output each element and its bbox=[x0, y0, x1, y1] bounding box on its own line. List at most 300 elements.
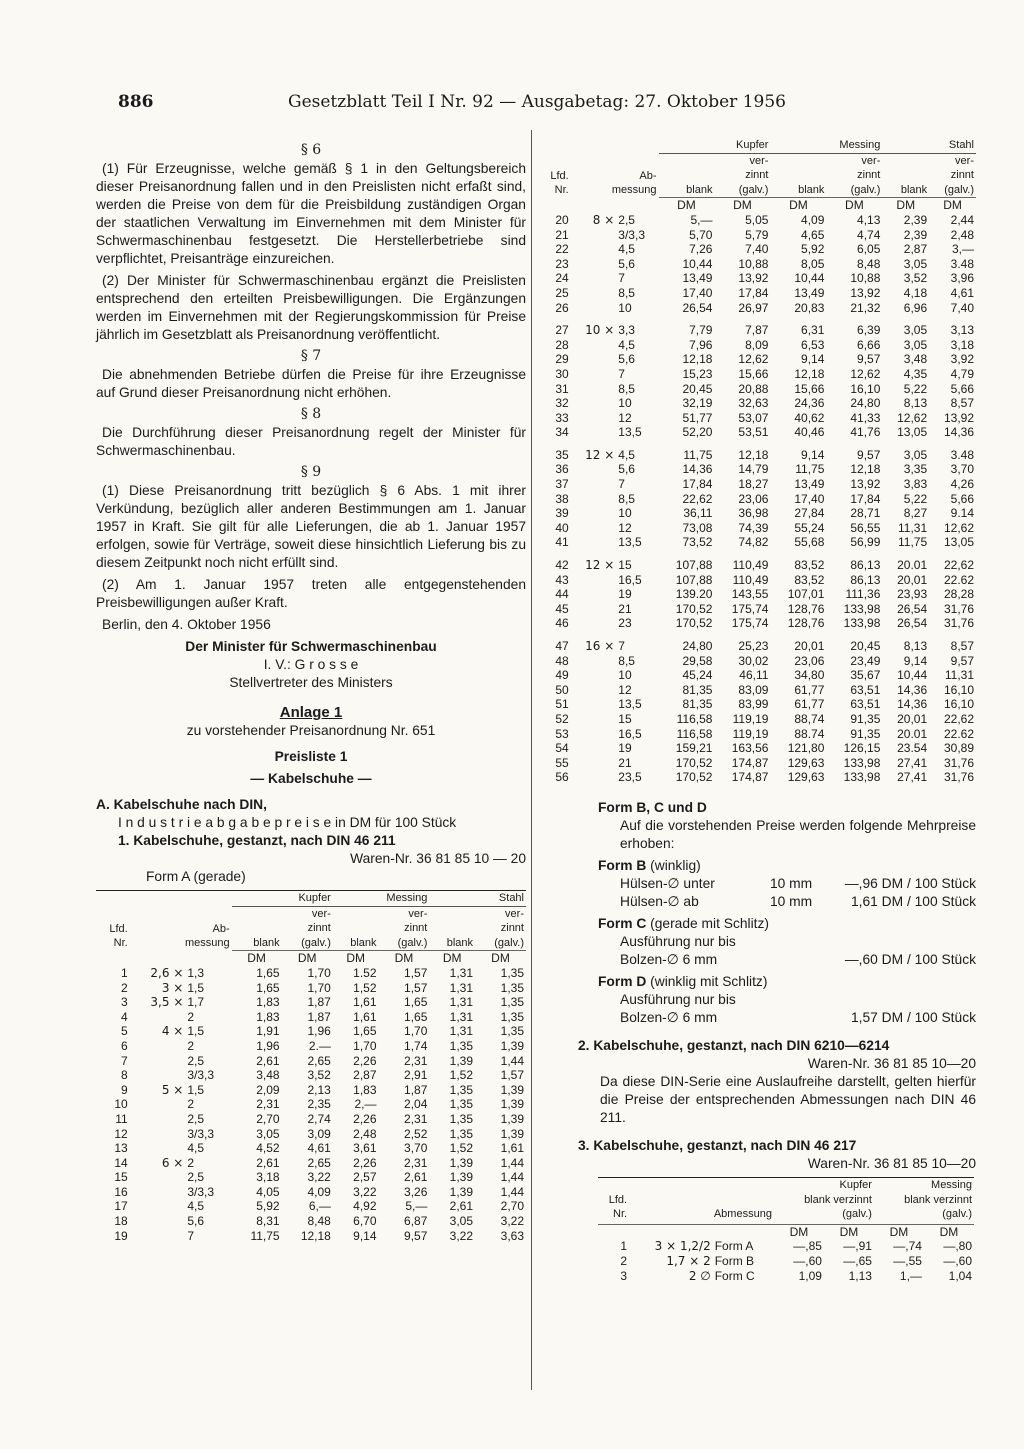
kupfer-blank: 17,40 bbox=[682, 285, 713, 300]
messing-verzinnt: 63,51 bbox=[850, 682, 881, 697]
table-row bbox=[96, 1214, 526, 1229]
kupfer-blank: 107,88 bbox=[675, 558, 713, 573]
kupfer-verzinnt: 83,99 bbox=[738, 697, 769, 712]
dimension-a bbox=[130, 1097, 186, 1112]
col-stahl: Stahl bbox=[429, 891, 526, 907]
dimension-b: 13,5 bbox=[618, 535, 642, 550]
kupfer-verzinnt: 4,09 bbox=[307, 1184, 331, 1199]
row-number: 31 bbox=[555, 381, 569, 396]
col-abmessung: Ab- messung bbox=[185, 922, 230, 950]
messing-blank: 1,61 bbox=[353, 1009, 377, 1024]
messing-blank: 27,84 bbox=[794, 506, 825, 521]
unit-dm: DM bbox=[346, 951, 366, 966]
kupfer-blank: 1,83 bbox=[256, 995, 280, 1010]
stahl-blank: 14,36 bbox=[897, 697, 928, 712]
kupfer-blank: 73,08 bbox=[682, 520, 713, 535]
table-row bbox=[540, 683, 976, 698]
table-row bbox=[96, 1112, 526, 1127]
kupfer-verzinnt: 14,79 bbox=[738, 462, 769, 477]
kupfer-blank: 1,83 bbox=[256, 1009, 280, 1024]
stahl-blank: 23,93 bbox=[897, 587, 928, 602]
messing-verzinnt: 28,71 bbox=[850, 506, 881, 521]
kupfer-verzinnt: 143,55 bbox=[731, 587, 769, 602]
stahl-blank: 2,61 bbox=[449, 1199, 474, 1214]
messing-blank: 9,14 bbox=[353, 1228, 377, 1243]
col-kupfer: Kupfer blank verzinnt (galv.) bbox=[804, 1178, 872, 1221]
dimension-b: 10 bbox=[618, 668, 632, 683]
table-row bbox=[540, 286, 976, 301]
kupfer-verzinnt: 74,82 bbox=[738, 535, 769, 550]
item-1-title: 1. Kabelschuhe, gestanzt, nach DIN 46 211 bbox=[118, 833, 396, 848]
kupfer-verzinnt: 7,40 bbox=[745, 242, 769, 257]
messing-blank: 88,74 bbox=[794, 711, 825, 726]
stahl-blank: 8,13 bbox=[903, 396, 928, 411]
form: Form B bbox=[714, 1253, 755, 1268]
stahl-verzinnt: 3.48 bbox=[950, 447, 974, 462]
stahl-verzinnt: 3,22 bbox=[500, 1214, 524, 1229]
messing-blank: 20,01 bbox=[794, 639, 825, 653]
stahl-blank: 13,05 bbox=[897, 425, 928, 440]
messing-verzinnt: 56,55 bbox=[850, 520, 881, 535]
price-table-din46217-body bbox=[598, 1239, 974, 1283]
kupfer-verzinnt: 53,51 bbox=[738, 425, 769, 440]
col-verzinnt: ver- zinnt (galv.) bbox=[714, 153, 770, 198]
row-number: 36 bbox=[555, 462, 569, 477]
unit-dm: DM bbox=[491, 951, 510, 966]
col-blank: blank bbox=[882, 153, 929, 198]
preisliste-subtitle: — Kabelschuhe — bbox=[250, 771, 372, 786]
messing-blank: 1,61 bbox=[353, 995, 377, 1010]
table-row bbox=[540, 448, 976, 463]
stahl-blank: 1,35 bbox=[449, 1097, 474, 1112]
dimension-a bbox=[571, 727, 617, 742]
messing-verzinnt: 6,66 bbox=[857, 337, 881, 352]
row-number: 32 bbox=[555, 396, 569, 411]
section-9-para-1: (1) Diese Preisanordnung tritt bezüglich § 6 Abs. 1 mit ihrer Verkündung, bezüglich aller anderen Bestimmungen am 1. Januar 1957 in Kraft. Sie gilt für alle Lieferungen, die ab 1. Januar 1957 erfolgen, sowie für Verträge, soweit diese hinsichtlich Lieferung bis zu diesem Zeitpunkt noch nicht erfüllt sind. bbox=[96, 483, 526, 570]
kupfer-blank: 36,11 bbox=[683, 506, 713, 521]
dimension-a bbox=[571, 770, 617, 785]
dimension-b: 23,5 bbox=[618, 770, 642, 785]
section-7-title: § 7 bbox=[300, 348, 322, 364]
stahl-blank: 3,83 bbox=[903, 477, 928, 492]
stahl-blank: 1,39 bbox=[449, 1053, 474, 1068]
left-column bbox=[96, 138, 526, 1243]
table-row bbox=[540, 506, 976, 521]
stahl-blank: 26,54 bbox=[897, 616, 928, 631]
kupfer-blank: 7,26 bbox=[689, 242, 713, 257]
stahl-verzinnt: 31,76 bbox=[943, 755, 974, 770]
dimension: 3 × 1,2/2 bbox=[654, 1239, 711, 1254]
kupfer-blank: 3,18 bbox=[256, 1170, 280, 1185]
dimension-b: 7 bbox=[618, 271, 625, 286]
kupfer-blank: 7,79 bbox=[689, 323, 713, 338]
stahl-blank: 3,48 bbox=[903, 352, 928, 367]
dimension-a bbox=[571, 286, 617, 301]
row-number: 47 bbox=[555, 639, 569, 653]
stahl-blank: 1,39 bbox=[449, 1170, 474, 1185]
kupfer-blank: 15,23 bbox=[682, 366, 713, 381]
messing-blank: 10,44 bbox=[794, 271, 825, 286]
col-messing: Messing bbox=[770, 138, 882, 153]
dimension-a: 16 × bbox=[585, 639, 615, 653]
messing-verzinnt: 2,31 bbox=[404, 1155, 428, 1170]
messing-verzinnt: 20,45 bbox=[850, 639, 881, 653]
preisliste-title: Preisliste 1 bbox=[274, 749, 348, 764]
kupfer-blank: 4,05 bbox=[256, 1184, 280, 1199]
kupfer-verzinnt: 13,92 bbox=[738, 271, 769, 286]
form-b-row-1: Hülsen-∅ unter 10 mm —,96 DM / 100 Stück bbox=[620, 875, 976, 891]
unit-dm: DM bbox=[394, 951, 414, 966]
row-number: 44 bbox=[555, 587, 569, 602]
kupfer-blank: 5,92 bbox=[256, 1199, 280, 1214]
kupfer-verzinnt: 2,35 bbox=[307, 1097, 331, 1112]
kupfer-blank: 4,52 bbox=[256, 1141, 280, 1156]
stahl-blank: 1,31 bbox=[449, 1024, 474, 1039]
dimension-b: 3/3,3 bbox=[187, 1184, 215, 1199]
stahl-blank: 5,22 bbox=[903, 381, 928, 396]
messing-blank: 13,49 bbox=[794, 285, 825, 300]
form: Form A bbox=[714, 1239, 754, 1254]
kupfer-blank: 52,20 bbox=[682, 425, 713, 440]
row-number: 3 bbox=[620, 1268, 628, 1283]
row-number: 15 bbox=[114, 1170, 128, 1185]
row-number: 50 bbox=[555, 682, 569, 697]
table-row bbox=[540, 770, 976, 785]
unit-dm: DM bbox=[896, 198, 916, 213]
messing-blank: 2,26 bbox=[353, 1053, 377, 1068]
kupfer-blank: 170,52 bbox=[675, 601, 713, 616]
messing-verzinnt: 23,49 bbox=[850, 653, 881, 668]
kupfer-blank: 45,24 bbox=[682, 668, 713, 683]
stahl-blank: 1,52 bbox=[449, 1141, 474, 1156]
dimension-b: 7 bbox=[618, 366, 625, 381]
dimension-b: 1,5 bbox=[187, 1082, 205, 1097]
row-number: 29 bbox=[555, 352, 569, 367]
stahl-blank: 1,39 bbox=[449, 1155, 474, 1170]
stahl-verzinnt: 31,76 bbox=[943, 770, 974, 785]
messing-blank: 15,66 bbox=[794, 381, 825, 396]
dimension-a: 3,5 × bbox=[150, 995, 184, 1010]
messing-verzinnt: 17,84 bbox=[850, 491, 881, 506]
dimension-a bbox=[571, 492, 617, 507]
dimension-a bbox=[571, 396, 617, 411]
col-abmessung: Ab- messung bbox=[611, 169, 657, 197]
table-row bbox=[540, 712, 976, 727]
messing-blank: 34,80 bbox=[794, 668, 825, 683]
stahl-blank: 1,35 bbox=[449, 1082, 474, 1097]
kupfer-blank: 2,70 bbox=[256, 1111, 280, 1126]
kupfer-verzinnt: 174,87 bbox=[731, 755, 769, 770]
table-row bbox=[540, 521, 976, 536]
stahl-blank: 1,31 bbox=[449, 995, 474, 1010]
stahl-blank: 2,87 bbox=[903, 242, 928, 257]
stahl-verzinnt: 2,44 bbox=[950, 212, 974, 227]
stahl-blank: 1,31 bbox=[449, 965, 474, 980]
item-1-waren-nr: Waren-Nr. 36 81 85 10 — 20 bbox=[350, 851, 526, 866]
messing-blank: 107,01 bbox=[787, 587, 825, 602]
stahl-blank: 3,35 bbox=[903, 462, 928, 477]
dimension-a bbox=[130, 1214, 186, 1229]
messing-verzinnt: 12,18 bbox=[850, 462, 881, 477]
messing-verzinnt: —,60 bbox=[943, 1253, 972, 1268]
dimension-b: 15 bbox=[618, 711, 632, 726]
stahl-blank: 3,05 bbox=[903, 256, 928, 271]
dimension-b: 2 bbox=[187, 1009, 195, 1024]
table-row bbox=[540, 477, 976, 492]
kupfer-verzinnt: 119,19 bbox=[732, 726, 769, 741]
messing-verzinnt: 86,13 bbox=[850, 572, 881, 587]
form-c-row-1: Ausführung nur bis bbox=[620, 933, 736, 949]
table-row bbox=[598, 1269, 974, 1284]
messing-verzinnt: 12,62 bbox=[850, 366, 881, 381]
col-lfd: Lfd. Nr. bbox=[608, 1193, 628, 1221]
form: Form C bbox=[714, 1268, 755, 1283]
stahl-blank: 20,01 bbox=[897, 572, 928, 587]
kupfer-verzinnt: 32,63 bbox=[738, 396, 769, 411]
stahl-blank: 3,05 bbox=[449, 1214, 474, 1229]
dimension-a bbox=[571, 697, 617, 712]
row-number: 39 bbox=[555, 506, 569, 521]
col-blank: blank bbox=[659, 153, 715, 198]
stahl-blank: 23.54 bbox=[897, 741, 928, 756]
dimension-a bbox=[571, 271, 617, 286]
kupfer-blank: 3,48 bbox=[256, 1068, 280, 1083]
stahl-verzinnt: 31,76 bbox=[943, 616, 974, 631]
dimension-b: 1,5 bbox=[187, 1024, 205, 1039]
stahl-verzinnt: 1,39 bbox=[500, 1038, 524, 1053]
dimension-a bbox=[571, 257, 617, 272]
table-row bbox=[540, 338, 976, 353]
dimension-a bbox=[571, 477, 617, 492]
messing-verzinnt: 4,74 bbox=[857, 227, 881, 242]
dimension-a bbox=[571, 462, 617, 477]
stahl-verzinnt: 1,57 bbox=[500, 1068, 524, 1083]
table-row bbox=[540, 639, 976, 654]
dimension-a bbox=[571, 301, 617, 316]
messing-verzinnt: 35,67 bbox=[850, 668, 881, 683]
dimension-a bbox=[130, 1039, 186, 1054]
messing-blank: 9,14 bbox=[801, 352, 825, 367]
stahl-verzinnt: 4,61 bbox=[950, 285, 974, 300]
stahl-verzinnt: 3,18 bbox=[950, 337, 974, 352]
dimension-a bbox=[571, 411, 617, 426]
unit-dm: DM bbox=[845, 198, 864, 213]
anlage-subtitle: zu vorstehender Preisanordnung Nr. 651 bbox=[186, 723, 436, 738]
kupfer-verzinnt: 1,70 bbox=[307, 965, 331, 980]
dimension-a bbox=[571, 521, 617, 536]
table-row bbox=[96, 1170, 526, 1185]
dimension-a: 8 × bbox=[592, 212, 615, 227]
messing-blank: 121,80 bbox=[787, 741, 825, 756]
unit-dm: DM bbox=[943, 198, 962, 213]
stahl-blank: 9,14 bbox=[903, 653, 928, 668]
kupfer-blank: 1,65 bbox=[256, 965, 280, 980]
price-table-left bbox=[96, 890, 526, 1243]
row-number: 49 bbox=[555, 668, 569, 683]
messing-verzinnt: 24,80 bbox=[850, 396, 881, 411]
kupfer-blank: —,60 bbox=[793, 1253, 822, 1268]
stahl-blank: 2,39 bbox=[903, 227, 928, 242]
stahl-verzinnt: 1,44 bbox=[500, 1155, 524, 1170]
stahl-verzinnt: 4,26 bbox=[950, 477, 974, 492]
dimension-b: 13,5 bbox=[618, 425, 642, 440]
dimension-b: 4,5 bbox=[187, 1141, 205, 1156]
table-row bbox=[96, 1083, 526, 1098]
stahl-verzinnt: 12,62 bbox=[943, 520, 974, 535]
messing-verzinnt: 133,98 bbox=[843, 616, 881, 631]
stahl-blank: 2,39 bbox=[903, 212, 928, 227]
kupfer-verzinnt: 175,74 bbox=[731, 601, 769, 616]
row-number: 24 bbox=[555, 271, 569, 286]
price-table-right-body bbox=[540, 213, 976, 785]
messing-blank: 129,63 bbox=[787, 755, 825, 770]
row-number: 25 bbox=[555, 285, 569, 300]
stahl-verzinnt: 5,66 bbox=[950, 491, 974, 506]
stahl-verzinnt: 16,10 bbox=[943, 682, 974, 697]
table-row bbox=[540, 396, 976, 411]
kupfer-blank: 3,05 bbox=[256, 1126, 280, 1141]
table-row bbox=[96, 1199, 526, 1214]
dimension-a bbox=[130, 1112, 186, 1127]
kupfer-verzinnt: 23,06 bbox=[738, 491, 769, 506]
col-blank: blank bbox=[232, 906, 282, 951]
kupfer-blank: 81,35 bbox=[682, 682, 713, 697]
row-number: 43 bbox=[555, 572, 569, 587]
stahl-verzinnt: 3,96 bbox=[950, 271, 974, 286]
forms-block bbox=[598, 799, 976, 1027]
kupfer-verzinnt: 30,02 bbox=[738, 653, 769, 668]
dimension-b: 5,6 bbox=[618, 462, 635, 477]
kupfer-blank: 170,52 bbox=[675, 616, 713, 631]
stahl-verzinnt: 22,62 bbox=[943, 558, 974, 573]
dimension-a bbox=[571, 683, 617, 698]
messing-verzinnt: 1,57 bbox=[404, 965, 428, 980]
dimension-b: 5,6 bbox=[618, 352, 635, 367]
dimension-a bbox=[130, 1185, 186, 1200]
messing-verzinnt: 133,98 bbox=[843, 601, 881, 616]
dimension-b: 10 bbox=[618, 506, 632, 521]
item-2-waren-nr: Waren-Nr. 36 81 85 10—20 bbox=[807, 1055, 976, 1071]
messing-blank: 11,75 bbox=[795, 462, 825, 477]
section-9-title: § 9 bbox=[300, 464, 322, 480]
dimension-b: 1,3 bbox=[187, 965, 205, 980]
row-number: 51 bbox=[555, 697, 569, 712]
row-number: 9 bbox=[121, 1082, 128, 1097]
messing-verzinnt: 6,39 bbox=[857, 323, 881, 338]
messing-verzinnt: 56,99 bbox=[850, 535, 881, 550]
stahl-verzinnt: 1,39 bbox=[500, 1082, 524, 1097]
table-row bbox=[540, 697, 976, 712]
table-row bbox=[540, 668, 976, 683]
stahl-verzinnt: 7,40 bbox=[950, 300, 974, 315]
table-row bbox=[540, 587, 976, 602]
dimension-a bbox=[571, 573, 617, 588]
row-number: 7 bbox=[121, 1053, 128, 1068]
kupfer-verzinnt: 12,62 bbox=[738, 352, 769, 367]
messing-verzinnt: 1,65 bbox=[404, 995, 428, 1010]
row-number: 20 bbox=[555, 212, 569, 227]
table-row bbox=[540, 242, 976, 257]
dimension-b: 5,6 bbox=[187, 1214, 205, 1229]
header-title: Gesetzblatt Teil I Nr. 92 — Ausgabetag: 27. Oktober 1956 bbox=[288, 92, 786, 112]
stahl-verzinnt: 22,62 bbox=[943, 711, 974, 726]
table-row bbox=[96, 995, 526, 1010]
dimension-a: 10 × bbox=[585, 323, 615, 338]
dimension-b: 19 bbox=[618, 587, 632, 602]
dimension-b: 8,5 bbox=[618, 653, 635, 668]
dimension-a: 3 × bbox=[161, 980, 184, 995]
row-number: 10 bbox=[114, 1097, 128, 1112]
stahl-blank: 3,05 bbox=[903, 323, 928, 338]
row-number: 23 bbox=[555, 256, 569, 271]
section-6-title: § 6 bbox=[300, 142, 322, 158]
unit-dm: DM bbox=[939, 1224, 959, 1239]
messing-blank: 12,18 bbox=[794, 366, 825, 381]
column-divider bbox=[531, 130, 532, 1390]
messing-verzinnt: 16,10 bbox=[850, 381, 881, 396]
messing-verzinnt: —,80 bbox=[943, 1239, 972, 1254]
kupfer-verzinnt: 4,61 bbox=[307, 1141, 331, 1156]
unit-dm: DM bbox=[889, 1224, 909, 1239]
table-row bbox=[96, 1141, 526, 1156]
row-number: 16 bbox=[114, 1184, 128, 1199]
kupfer-blank: 14,36 bbox=[682, 462, 713, 477]
messing-verzinnt: 133,98 bbox=[843, 770, 881, 785]
col-stahl: Stahl bbox=[882, 138, 976, 153]
table-row bbox=[96, 1097, 526, 1112]
section-6-para-1: (1) Für Erzeugnisse, welche gemäß § 1 in den Geltungsbereich dieser Preisanordnung fallen und in den Preislisten nicht erfaßt sind, werden die Preise von dem für die Preisbildung zuständigen Organ der staatlichen Verwaltung im Einvernehmen mit dem Minister für Schwermaschinenbau festgesetzt. Die Herstellerbetriebe sind verpflichtet, Preisanträge einzureichen. bbox=[96, 161, 526, 266]
stahl-blank: 3,05 bbox=[903, 447, 928, 462]
kupfer-blank: 2,61 bbox=[256, 1155, 280, 1170]
messing-blank: —,55 bbox=[893, 1253, 922, 1268]
messing-blank: 1.52 bbox=[353, 965, 377, 980]
kupfer-verzinnt: 53,07 bbox=[738, 410, 769, 425]
kupfer-verzinnt: 1,96 bbox=[307, 1024, 331, 1039]
table-row bbox=[540, 213, 976, 228]
kupfer-verzinnt: 1,87 bbox=[307, 1009, 331, 1024]
kupfer-blank: 8,31 bbox=[256, 1214, 280, 1229]
kupfer-verzinnt: 175,74 bbox=[731, 616, 769, 631]
messing-verzinnt: 1,04 bbox=[948, 1268, 972, 1283]
messing-verzinnt: 2,31 bbox=[404, 1053, 428, 1068]
dimension-b: 2,5 bbox=[187, 1170, 205, 1185]
row-number: 48 bbox=[555, 653, 569, 668]
col-lfd: Lfd. Nr. bbox=[109, 922, 128, 950]
dimension-b: 4,5 bbox=[618, 447, 635, 462]
dimension-b: 8,5 bbox=[618, 285, 635, 300]
table-row bbox=[598, 1239, 974, 1254]
row-number: 27 bbox=[555, 323, 569, 338]
kupfer-verzinnt: 2,74 bbox=[307, 1111, 331, 1126]
col-kupfer: Kupfer bbox=[659, 138, 771, 153]
kupfer-verzinnt: —,91 bbox=[843, 1239, 872, 1254]
item-2-title: 2. Kabelschuhe, gestanzt, nach DIN 6210—6214 bbox=[578, 1037, 890, 1053]
dimension-b: 23 bbox=[618, 616, 632, 631]
dimension-a bbox=[130, 1068, 186, 1083]
stahl-blank: 1,31 bbox=[449, 1009, 474, 1024]
anlage-title: Anlage 1 bbox=[279, 704, 343, 721]
kupfer-blank: 116,58 bbox=[676, 726, 713, 741]
dimension-a bbox=[571, 425, 617, 440]
stahl-verzinnt: 1,35 bbox=[500, 965, 524, 980]
table-row bbox=[598, 1254, 974, 1269]
kupfer-blank: 24,80 bbox=[682, 639, 713, 653]
stahl-verzinnt: 9.14 bbox=[950, 506, 974, 521]
table-row bbox=[540, 535, 976, 550]
kupfer-blank: 2,31 bbox=[256, 1097, 280, 1112]
kupfer-verzinnt: 5,79 bbox=[745, 227, 769, 242]
minister-title: Der Minister für Schwermaschinenbau bbox=[185, 639, 437, 654]
